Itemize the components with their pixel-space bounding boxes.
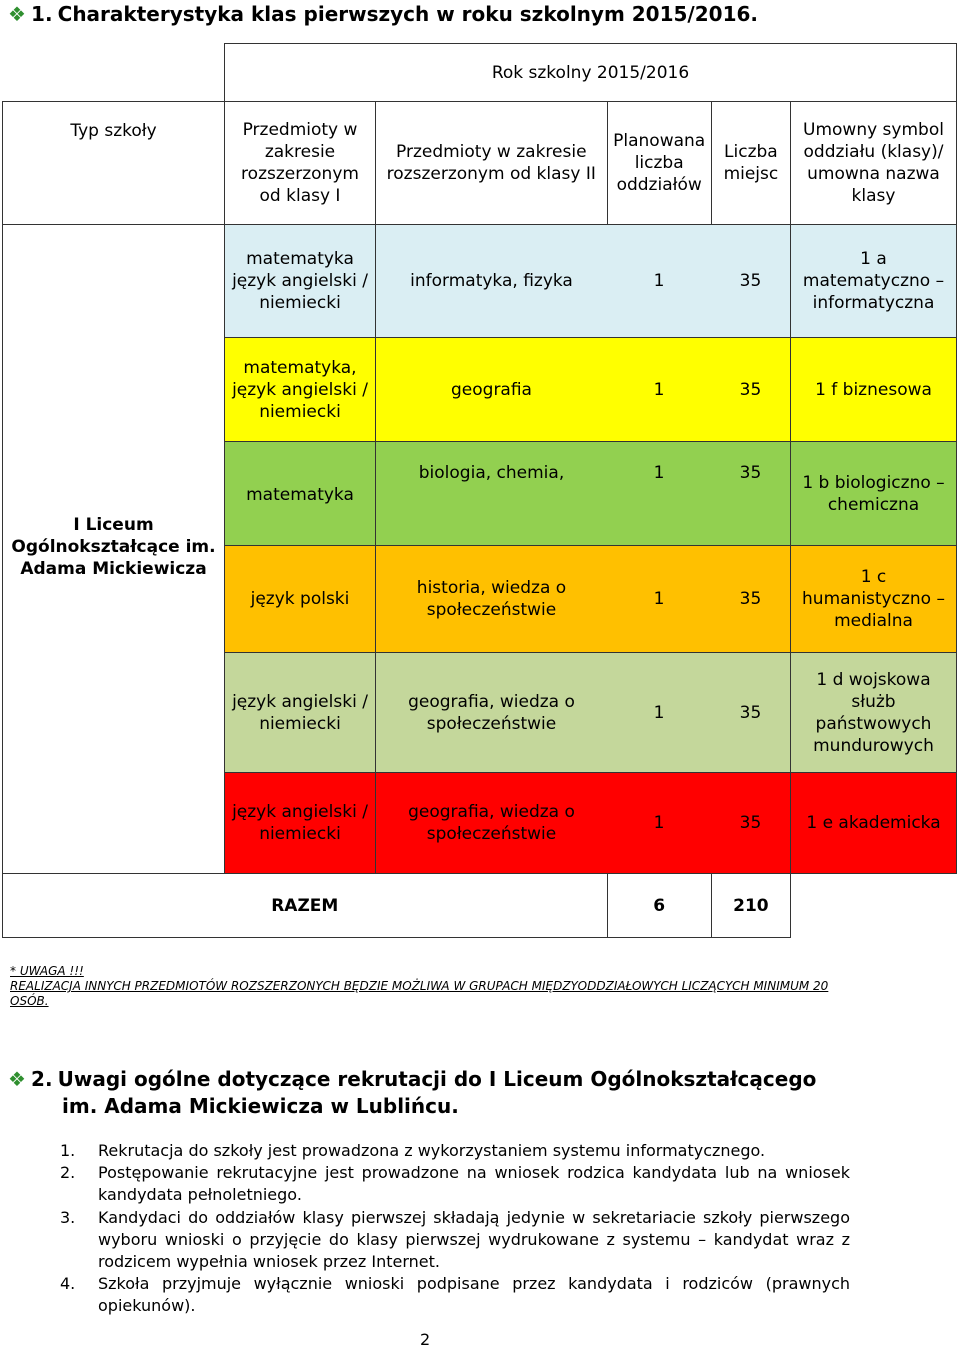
note-line-2: REALIZACJA INNYCH PRZEDMIOTÓW ROZSZERZONYCH BĘDZIE MOŻLIWA W GRUPACH MIĘDZYODDZIAŁOWYCH LICZĄCYCH MINIMUM 20 OSÓB. bbox=[10, 979, 829, 1008]
section-1-title: Charakterystyka klas pierwszych w roku szkolnym 2015/2016. bbox=[57, 2, 758, 26]
row-1c-subjects-1: język polski bbox=[225, 546, 376, 653]
list-item-number: 4. bbox=[60, 1274, 76, 1293]
list-item bbox=[60, 1207, 850, 1273]
row-1e-count: 1 bbox=[653, 813, 665, 833]
row-1d-symbol: 1 d wojskowa służb państwowych mundurowych bbox=[791, 653, 957, 773]
row-1a-places: 35 bbox=[739, 271, 762, 291]
row-1d-subjects-1: język angielski / niemiecki bbox=[225, 653, 376, 773]
total-count: 6 bbox=[607, 874, 711, 938]
header-class-symbol: Umowny symbol oddziału (klasy)/ umowna nazwa klasy bbox=[791, 102, 957, 225]
row-1a-middle bbox=[376, 225, 791, 338]
section-2-title-line-1: Uwagi ogólne dotyczące rekrutacji do I Liceum Ogólnokształcącego bbox=[57, 1067, 817, 1091]
header-subjects-class-2: Przedmioty w zakresie rozszerzonym od klasy II bbox=[376, 102, 608, 225]
list-item bbox=[60, 1140, 850, 1162]
diamond-bullet-icon: ❖ bbox=[8, 2, 26, 26]
list-item bbox=[60, 1273, 850, 1317]
list-item-number: 2. bbox=[60, 1163, 76, 1182]
list-item-text: Rekrutacja do szkoły jest prowadzona z wykorzystaniem systemu informatycznego. bbox=[98, 1141, 766, 1160]
row-1c-count: 1 bbox=[653, 589, 665, 609]
school-cell-lower bbox=[3, 653, 225, 773]
list-item-number: 3. bbox=[60, 1208, 76, 1227]
row-1b-places: 35 bbox=[739, 463, 762, 483]
header-places: Liczba miejsc bbox=[711, 102, 790, 225]
row-1b-count: 1 bbox=[653, 463, 665, 483]
row-1b-subjects-2: biologia, chemia, bbox=[418, 463, 565, 483]
row-1c-middle bbox=[376, 546, 791, 653]
row-1d-subjects-2: geografia, wiedza o społeczeństwie bbox=[408, 691, 575, 734]
row-1a-count: 1 bbox=[653, 271, 665, 291]
row-1d-middle bbox=[376, 653, 791, 773]
page-number: 2 bbox=[420, 1330, 431, 1349]
row-1d-count: 1 bbox=[653, 702, 665, 723]
row-1a-subjects-2: informatyka, fizyka bbox=[410, 271, 573, 291]
row-1b-subjects-1: matematyka bbox=[225, 442, 376, 546]
row-1e-subjects-1: język angielski / niemiecki bbox=[225, 773, 376, 874]
list-item bbox=[60, 1162, 850, 1206]
note-line-1: * UWAGA !!! bbox=[10, 964, 84, 978]
row-1e-symbol: 1 e akademicka bbox=[791, 773, 957, 874]
header-planned-count: Planowana liczba oddziałów bbox=[607, 102, 711, 225]
school-cell-bottom bbox=[3, 773, 225, 874]
year-header: Rok szkolny 2015/2016 bbox=[225, 44, 957, 102]
section-1-heading bbox=[8, 0, 758, 28]
diamond-bullet-icon: ❖ bbox=[8, 1067, 26, 1091]
header-subjects-class-1: Przedmioty w zakresie rozszerzonym od klasy I bbox=[225, 102, 376, 225]
total-places: 210 bbox=[711, 874, 790, 938]
row-1c-places: 35 bbox=[739, 589, 762, 609]
row-1e-places: 35 bbox=[739, 813, 762, 833]
section-2-title-line-2: im. Adama Mickiewicza w Lublińcu. bbox=[62, 1094, 459, 1118]
school-cell-top bbox=[3, 225, 225, 338]
row-1c-symbol: 1 c humanistyczno – medialna bbox=[791, 546, 957, 653]
section-2-heading bbox=[8, 1066, 858, 1094]
school-name: I Liceum Ogólnokształcące im. Adama Mickiewicza bbox=[3, 442, 225, 653]
row-1f-symbol: 1 f biznesowa bbox=[791, 338, 957, 442]
row-1e-middle bbox=[376, 773, 791, 874]
row-1f-subjects-2: geografia bbox=[451, 379, 532, 400]
section-1-number: 1. bbox=[31, 2, 53, 26]
row-1b-middle bbox=[376, 442, 791, 546]
row-1b-symbol: 1 b biologiczno – chemiczna bbox=[791, 442, 957, 546]
section-2-number: 2. bbox=[31, 1067, 53, 1091]
row-1e-subjects-2: geografia, wiedza o społeczeństwie bbox=[408, 802, 575, 844]
total-empty-cell bbox=[791, 874, 957, 938]
row-1a-symbol: 1 a matematyczno – informatyczna bbox=[791, 225, 957, 338]
row-1f-middle bbox=[376, 338, 791, 442]
corner-empty-cell bbox=[3, 44, 225, 102]
row-1f-subjects-1: matematyka, język angielski / niemiecki bbox=[225, 338, 376, 442]
row-1c-subjects-2: historia, wiedza o społeczeństwie bbox=[416, 578, 567, 620]
list-item-text: Kandydaci do oddziałów klasy pierwszej składają jedynie w sekretariacie szkoły pierwszego wyboru wnioski o przyjęcie do klasy pierwszej wydrukowane z systemu – kandydat wraz z rodzicem wypełnia wniosek przez Internet. bbox=[98, 1208, 850, 1271]
row-1f-count: 1 bbox=[653, 379, 665, 400]
row-1f-places: 35 bbox=[739, 379, 762, 400]
total-label: RAZEM bbox=[3, 874, 608, 938]
row-1d-places: 35 bbox=[739, 702, 762, 723]
header-school-type: Typ szkoły bbox=[3, 102, 225, 225]
list-item-text: Szkoła przyjmuje wyłącznie wnioski podpisane przez kandydata i rodziców (prawnych opiekunów). bbox=[98, 1274, 850, 1315]
list-item-number: 1. bbox=[60, 1141, 76, 1160]
school-cell-mid bbox=[3, 338, 225, 442]
list-item-text: Postępowanie rekrutacyjne jest prowadzone na wniosek rodzica kandydata lub na wniosek kandydata pełnoletniego. bbox=[98, 1163, 850, 1204]
classes-table bbox=[2, 43, 957, 938]
row-1a-subjects-1: matematyka język angielski / niemiecki bbox=[225, 225, 376, 338]
